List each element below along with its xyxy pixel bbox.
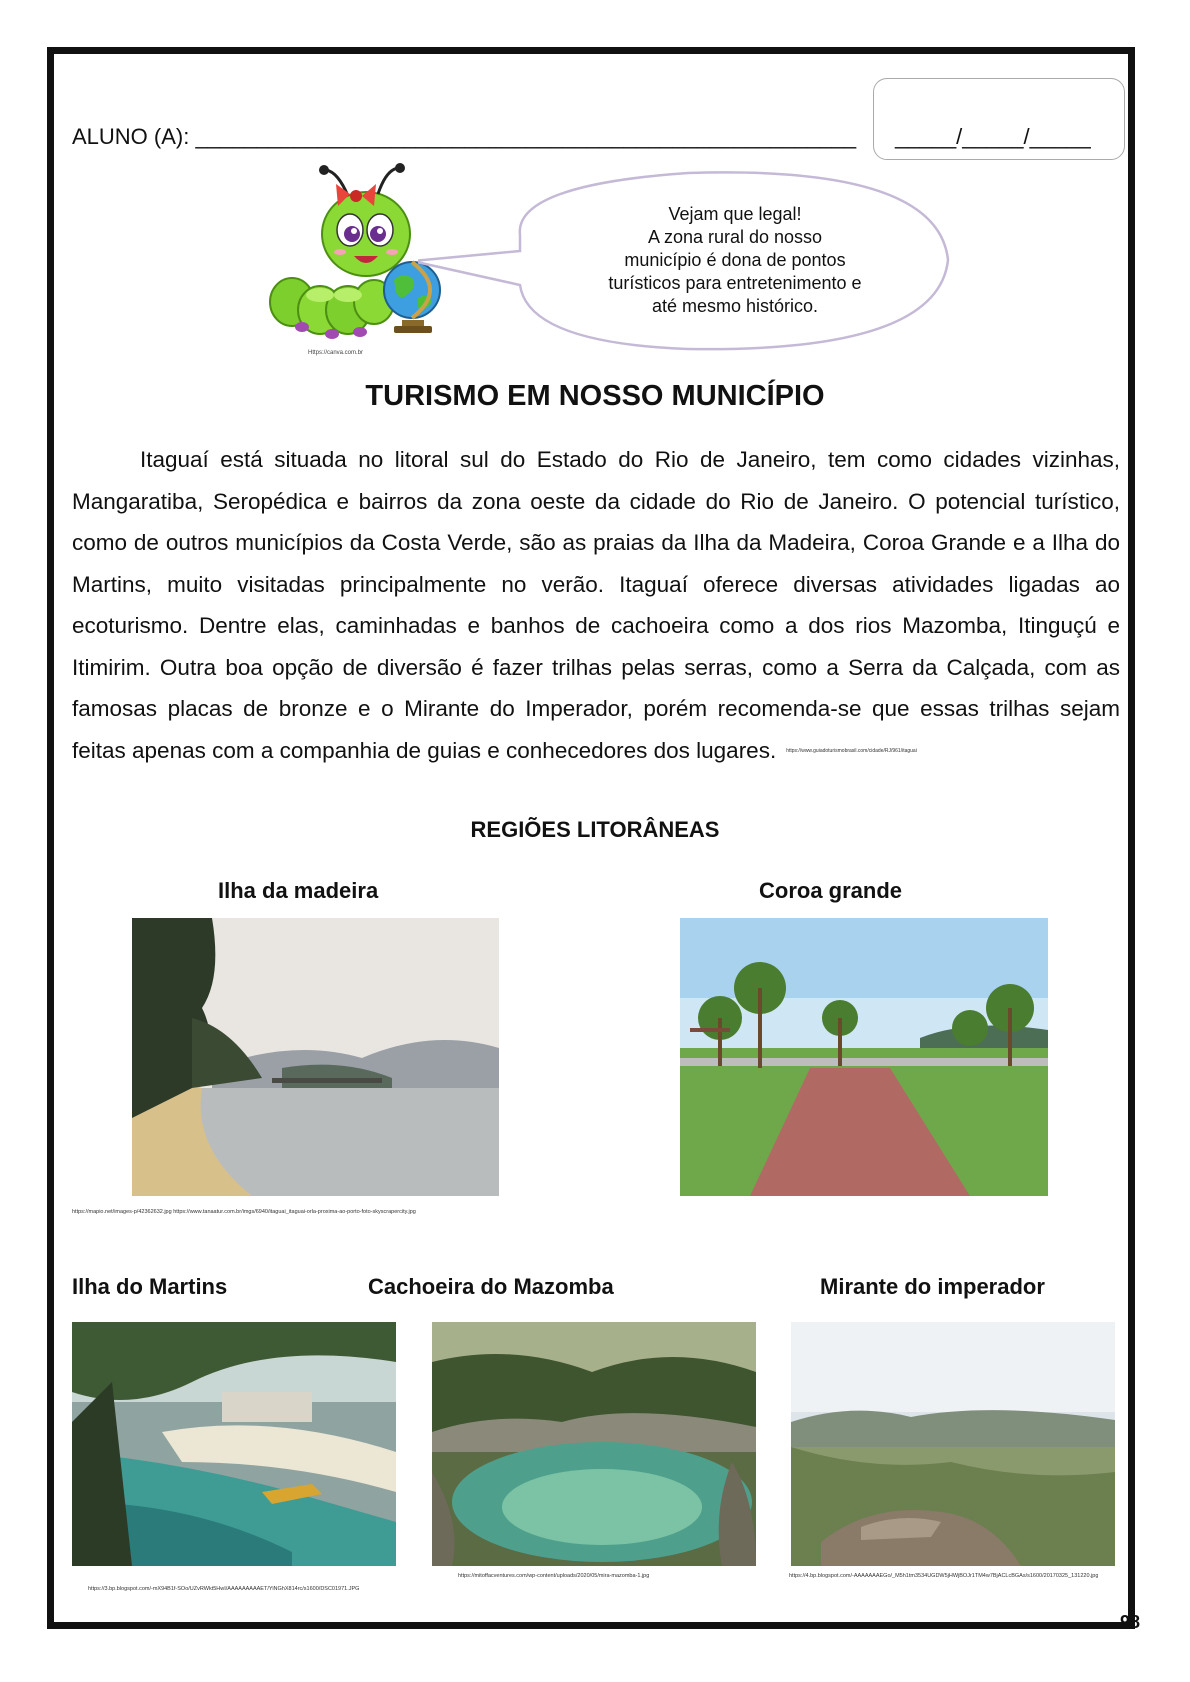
photo-credit-martins: https://3.bp.blogspot.com/-mX94B1f-SOo/UZvRWkt5HwI/AAAAAAAAAET/YiNGhX814rc/s1600/DSC01971.JPG xyxy=(88,1586,360,1592)
student-name-field[interactable]: ALUNO (A): ______________________________________________________ xyxy=(72,124,857,149)
photo-ilha-da-madeira xyxy=(132,918,499,1196)
page-title: TURISMO EM NOSSO MUNICÍPIO xyxy=(365,380,825,412)
photo-ilha-do-martins xyxy=(72,1322,396,1566)
photo-mirante-do-imperador xyxy=(791,1322,1115,1566)
speech-bubble-text xyxy=(580,203,890,318)
caption-mirante-do-imperador: Mirante do imperador xyxy=(820,1274,1045,1299)
body-text: Itaguaí está situada no litoral sul do Estado do Rio de Janeiro, tem como cidades vizinhas, Mangaratiba, Seropédica e bairros da zona oeste da cidade do Rio de Janeiro. O potencial turístico, como de outros municípios da Costa Verde, são as praias da Ilha da Madeira, Coroa Grande e a Ilha do Martins, muito visitadas principalmente no verão. Itaguaí oferece diversas atividades ligadas ao ecoturismo. Dentre elas, caminhadas e banhos de cachoeira como a dos rios Mazomba, Itinguçú e Itimirim. Outra boa opção de diversão é fazer trilhas pelas serras, como a Serra da Calçada, com as famosas placas de bronze e o Mirante do Imperador, porém recomenda-se que essas trilhas sejam feitas apenas com a companhia de guias e conhecedores dos lugares. xyxy=(72,447,1120,763)
photo-credit-mazomba: https://mitoffacventures.com/wp-content/uploads/2020/05/mira-mazomba-1.jpg xyxy=(458,1573,650,1579)
caption-cachoeira-do-mazomba: Cachoeira do Mazomba xyxy=(368,1274,614,1299)
page-number: 98 xyxy=(1120,1612,1141,1632)
section-title: REGIÕES LITORÂNEAS xyxy=(470,817,720,842)
mascot-credit: Https://canva.com.br xyxy=(308,350,364,356)
bubble-line: Vejam que legal! xyxy=(668,204,802,224)
bubble-line: município é dona de pontos xyxy=(624,250,846,270)
caption-ilha-da-madeira: Ilha da madeira xyxy=(218,878,379,903)
bubble-line: turísticos para entretenimento e xyxy=(608,273,862,293)
caption-ilha-do-martins: Ilha do Martins xyxy=(72,1274,228,1299)
photo-coroa-grande xyxy=(680,918,1048,1196)
photo-cachoeira-do-mazomba xyxy=(432,1322,756,1566)
photo-credits-row1: https://mapio.net/images-p/42362632.jpg https://www.tanaatur.com.br/imgs/6940/itaguai_itaguai-orla-proxima-ao-porto-foto-skyscrapercity.jpg xyxy=(72,1209,416,1215)
body-source: https://www.guiadoturismobrasil.com/cidade/RJ/961/itaguai xyxy=(786,747,917,754)
bubble-line: até mesmo histórico. xyxy=(651,296,819,316)
body-paragraph xyxy=(72,439,1120,772)
bubble-line: A zona rural do nosso xyxy=(647,227,823,247)
date-field[interactable]: _____/_____/_____ xyxy=(895,124,1091,149)
photo-credit-mirante: https://4.bp.blogspot.com/-AAAAAAAEGo/_M5h1tm3534UGDW5jHWjBOJr1TM4w7BjACLcBGAs/s1600/20170325_131220.jpg xyxy=(789,1573,1099,1579)
caption-coroa-grande: Coroa grande xyxy=(759,878,903,903)
